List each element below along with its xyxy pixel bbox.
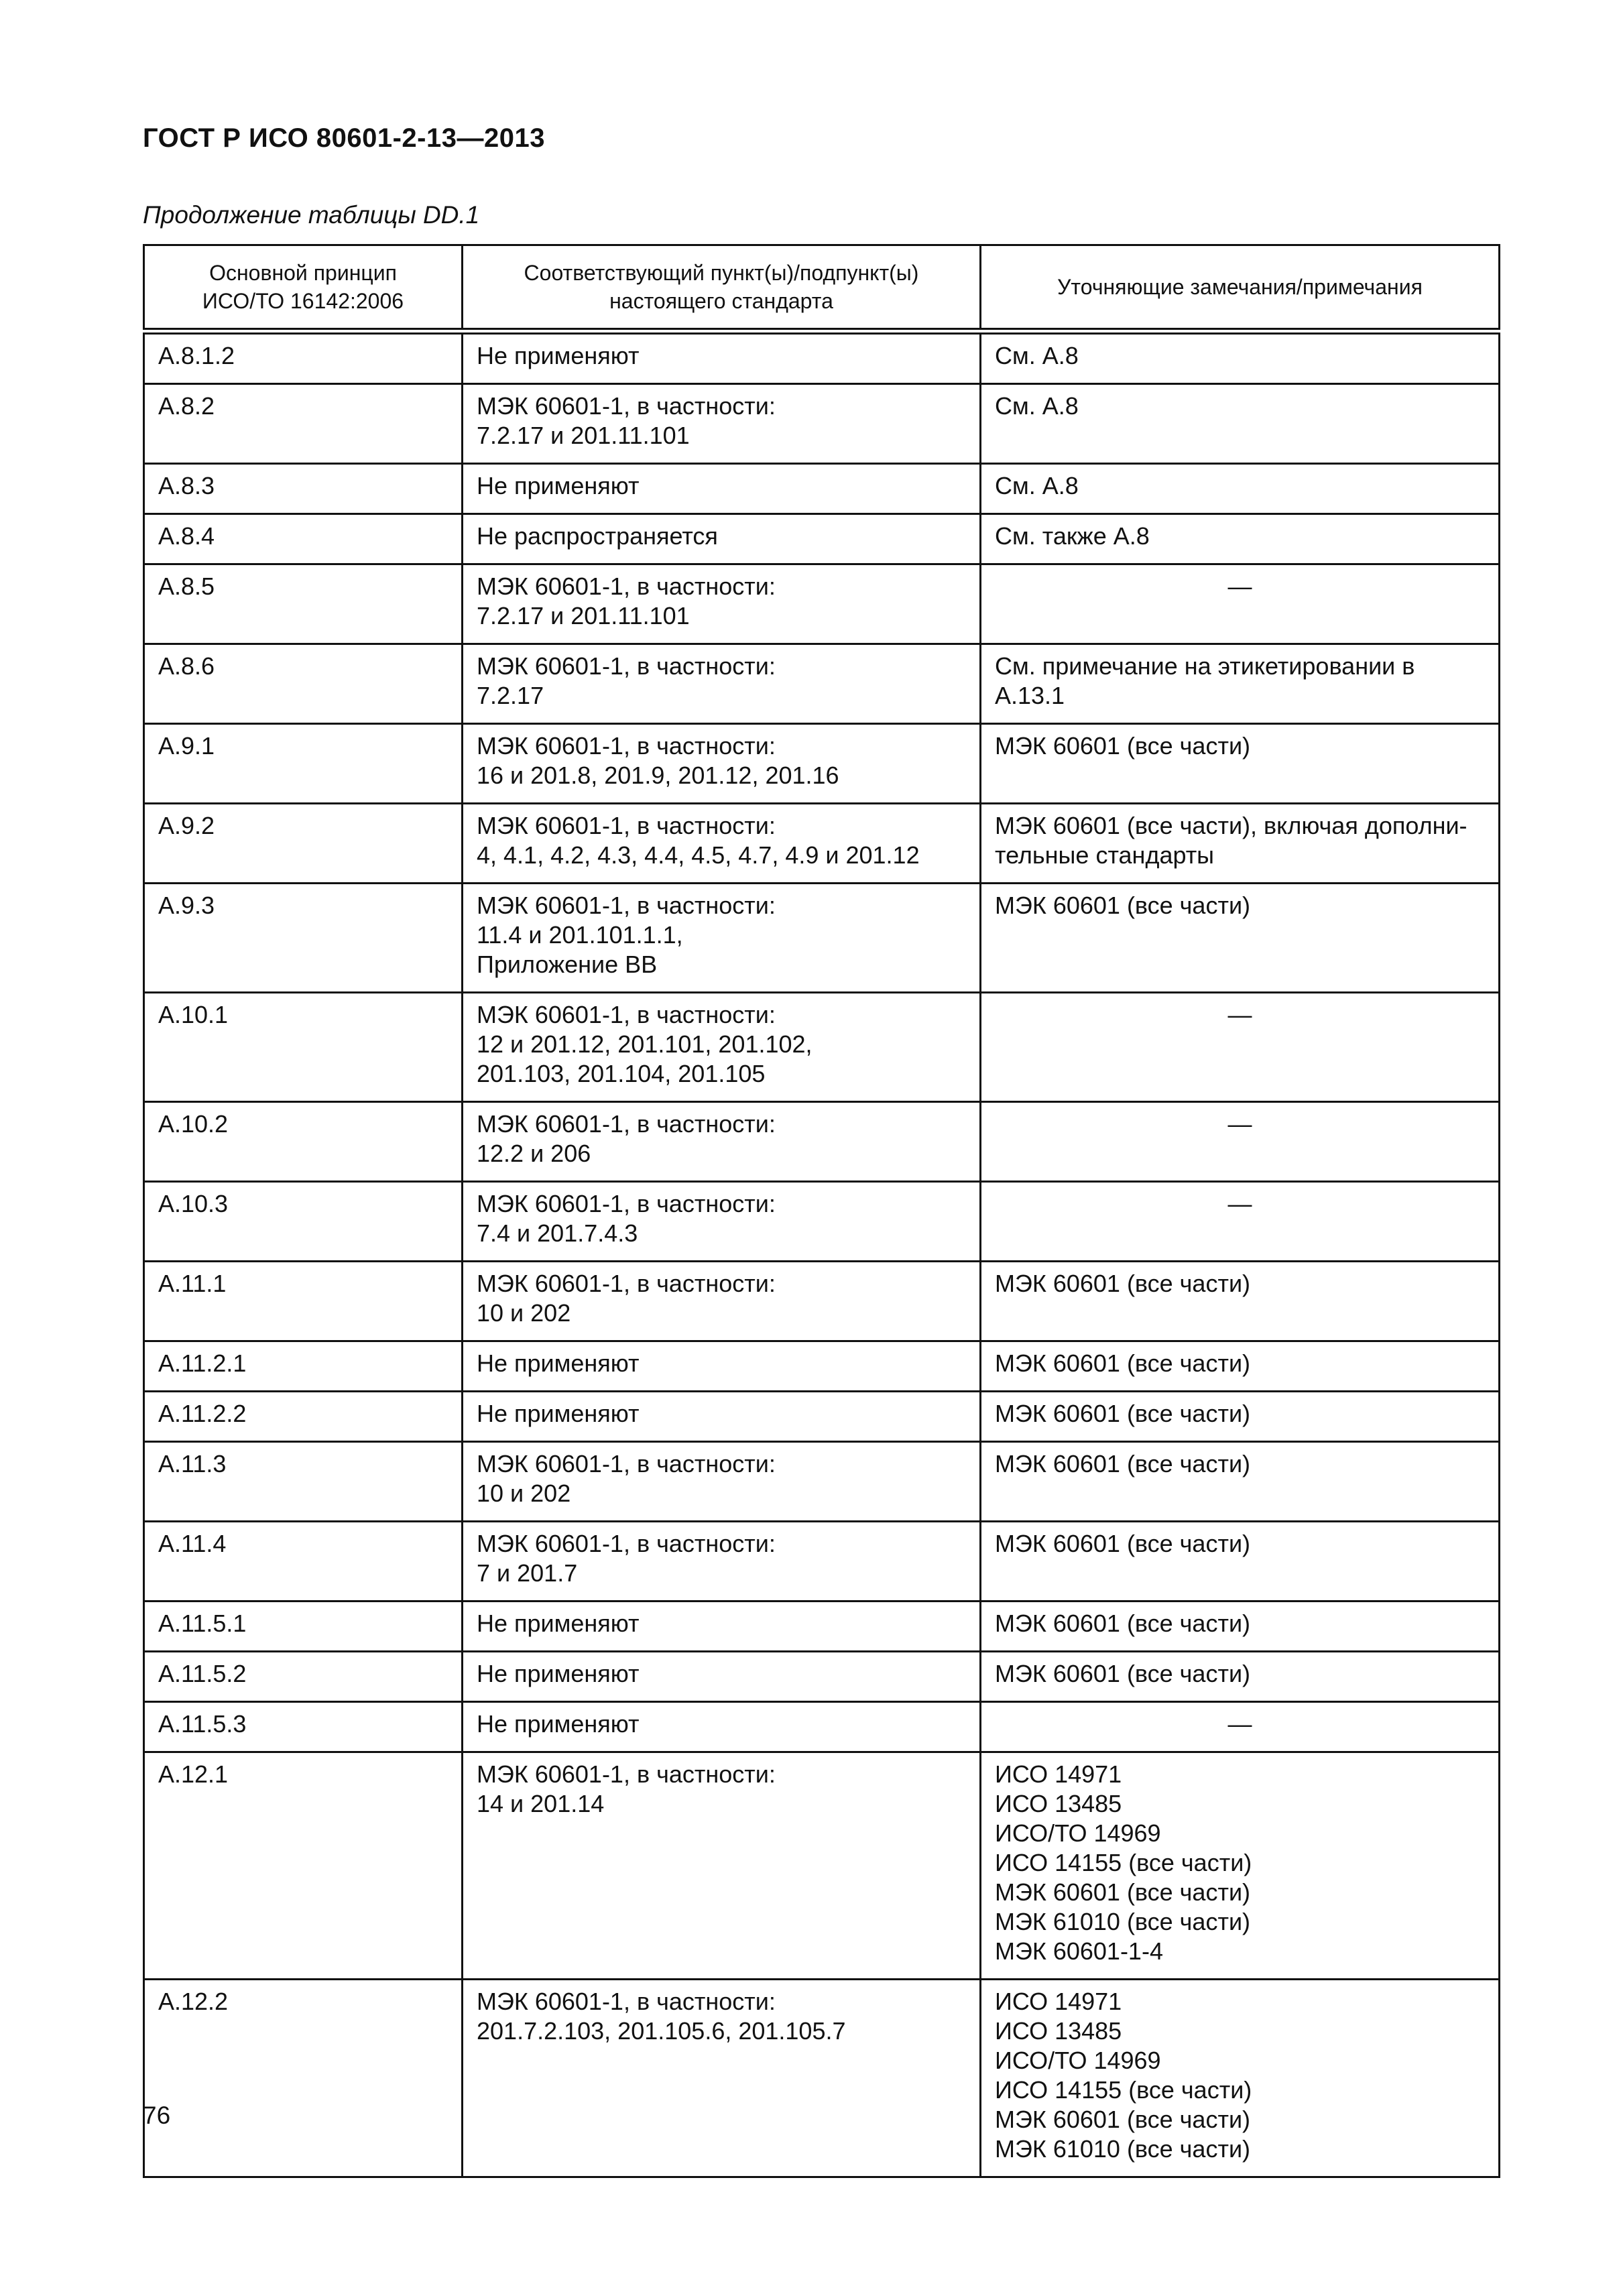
cell-remarks xyxy=(981,884,1500,993)
cell-text: A.11.1 xyxy=(158,1270,227,1297)
cell-principle xyxy=(144,1102,463,1182)
cell-remarks xyxy=(981,1182,1500,1262)
cell-remarks xyxy=(981,564,1500,644)
cell-text: ИСО 14971 xyxy=(995,1988,1122,2015)
cell-remarks xyxy=(981,1341,1500,1392)
cell-principle xyxy=(144,514,463,564)
cell-remarks xyxy=(981,644,1500,724)
cell-remarks xyxy=(981,1102,1500,1182)
cell-text: A.11.5.3 xyxy=(158,1710,247,1738)
cell-text: A.12.1 xyxy=(158,1760,229,1788)
cell-text: МЭК 60601-1, в частности: xyxy=(477,392,776,420)
table-row xyxy=(144,1980,1500,2177)
cell-remarks xyxy=(981,724,1500,804)
header-line: настоящего стандарта xyxy=(609,289,833,313)
cell-text: 7.2.17 xyxy=(477,682,544,709)
cell-text: — xyxy=(1227,1001,1252,1028)
page-number: 76 xyxy=(143,2102,171,2129)
cell-principle xyxy=(144,1262,463,1341)
table-row xyxy=(144,1522,1500,1602)
table-row xyxy=(144,724,1500,804)
header-row xyxy=(144,245,1500,332)
cell-text: МЭК 60601 (все части) xyxy=(995,1660,1251,1687)
cell-text: МЭК 60601-1, в частности: xyxy=(477,1450,776,1477)
cell-text: 16 и 201.8, 201.9, 201.12, 201.16 xyxy=(477,762,839,789)
cell-text: МЭК 60601 (все части) xyxy=(995,1610,1251,1637)
table-row xyxy=(144,1102,1500,1182)
cell-text: A.11.2.1 xyxy=(158,1349,247,1377)
cell-remarks xyxy=(981,1522,1500,1602)
cell-text: A.11.4 xyxy=(158,1530,227,1557)
cell-text: A.9.3 xyxy=(158,892,215,919)
cell-clauses xyxy=(463,1980,981,2177)
cell-remarks xyxy=(981,1442,1500,1522)
table-row xyxy=(144,1341,1500,1392)
cell-text: A.8.6 xyxy=(158,652,215,680)
cell-text: МЭК 61010 (все части) xyxy=(995,1908,1251,1935)
cell-principle xyxy=(144,331,463,384)
cell-principle xyxy=(144,1341,463,1392)
cell-text: См. А.8 xyxy=(995,392,1079,420)
cell-text: МЭК 60601 (все части) xyxy=(995,892,1251,919)
cell-text: 7.2.17 и 201.11.101 xyxy=(477,422,690,449)
cell-text: Не применяют xyxy=(477,1349,640,1377)
cell-text: МЭК 60601-1, в частности: xyxy=(477,732,776,760)
cell-text: МЭК 60601-1, в частности: xyxy=(477,652,776,680)
header-line: Основной принцип xyxy=(209,261,397,285)
cell-clauses xyxy=(463,644,981,724)
cell-principle xyxy=(144,1752,463,1980)
table-row xyxy=(144,804,1500,884)
table-body xyxy=(144,331,1500,2177)
cell-clauses xyxy=(463,1182,981,1262)
cell-clauses xyxy=(463,1341,981,1392)
cell-text: МЭК 60601 (все части) xyxy=(995,1349,1251,1377)
cell-principle xyxy=(144,1182,463,1262)
table-row xyxy=(144,1752,1500,1980)
cell-text: 201.103, 201.104, 201.105 xyxy=(477,1060,766,1087)
cell-text: ИСО 14155 (все части) xyxy=(995,2076,1252,2104)
cell-clauses xyxy=(463,464,981,514)
cell-text: A.9.2 xyxy=(158,812,215,839)
cell-text: Не применяют xyxy=(477,1610,640,1637)
cell-text: МЭК 60601-1-4 xyxy=(995,1937,1163,1965)
requirements-table xyxy=(143,244,1500,2178)
cell-principle xyxy=(144,993,463,1102)
cell-text: A.12.2 xyxy=(158,1988,229,2015)
table-row xyxy=(144,1262,1500,1341)
cell-text: Не применяют xyxy=(477,472,640,499)
table-row xyxy=(144,331,1500,384)
cell-clauses xyxy=(463,1752,981,1980)
table-row xyxy=(144,464,1500,514)
cell-clauses xyxy=(463,724,981,804)
cell-text: МЭК 60601 (все части) xyxy=(995,1530,1251,1557)
cell-text: МЭК 60601-1, в частности: xyxy=(477,892,776,919)
cell-text: МЭК 60601-1, в частности: xyxy=(477,1001,776,1028)
cell-remarks xyxy=(981,331,1500,384)
cell-text: См. А.8 xyxy=(995,342,1079,369)
cell-text: — xyxy=(1227,1110,1252,1138)
cell-text: 4, 4.1, 4.2, 4.3, 4.4, 4.5, 4.7, 4.9 и 201.12 xyxy=(477,841,920,869)
cell-clauses xyxy=(463,804,981,884)
table-caption: Продолжение таблицы DD.1 xyxy=(143,201,480,229)
cell-remarks xyxy=(981,804,1500,884)
cell-text: 10 и 202 xyxy=(477,1479,571,1507)
cell-text: 12.2 и 206 xyxy=(477,1140,591,1167)
cell-principle xyxy=(144,1602,463,1652)
cell-text: МЭК 60601-1, в частности: xyxy=(477,812,776,839)
table-row xyxy=(144,384,1500,464)
cell-text: ИСО 14155 (все части) xyxy=(995,1849,1252,1876)
cell-text: Приложение BB xyxy=(477,951,658,978)
cell-clauses xyxy=(463,1262,981,1341)
cell-text: A.10.2 xyxy=(158,1110,229,1138)
cell-text: МЭК 60601-1, в частности: xyxy=(477,1110,776,1138)
cell-text: 7.4 и 201.7.4.3 xyxy=(477,1219,638,1247)
cell-text: А.13.1 xyxy=(995,682,1065,709)
cell-remarks xyxy=(981,1702,1500,1752)
cell-text: 14 и 201.14 xyxy=(477,1790,605,1817)
cell-text: МЭК 60601 (все части) xyxy=(995,1450,1251,1477)
cell-principle xyxy=(144,1702,463,1752)
cell-text: МЭК 60601 (все части) xyxy=(995,732,1251,760)
table-row xyxy=(144,1442,1500,1522)
cell-text: ИСО 13485 xyxy=(995,1790,1122,1817)
cell-text: A.10.1 xyxy=(158,1001,229,1028)
cell-principle xyxy=(144,1522,463,1602)
cell-text: Не применяют xyxy=(477,342,640,369)
cell-clauses xyxy=(463,514,981,564)
document-code: ГОСТ Р ИСО 80601-2-13—2013 xyxy=(143,123,545,153)
cell-text: A.9.1 xyxy=(158,732,215,760)
cell-clauses xyxy=(463,884,981,993)
cell-text: См. А.8 xyxy=(995,472,1079,499)
cell-clauses xyxy=(463,384,981,464)
table-row xyxy=(144,1392,1500,1442)
cell-text: A.8.5 xyxy=(158,572,215,600)
cell-clauses xyxy=(463,1392,981,1442)
header-principle xyxy=(144,245,463,332)
cell-remarks xyxy=(981,464,1500,514)
cell-remarks xyxy=(981,1752,1500,1980)
cell-clauses xyxy=(463,331,981,384)
cell-text: 7 и 201.7 xyxy=(477,1559,578,1587)
cell-text: МЭК 60601-1, в частности: xyxy=(477,572,776,600)
cell-principle xyxy=(144,1442,463,1522)
cell-text: МЭК 60601 (все части) xyxy=(995,2106,1251,2133)
cell-text: A.10.3 xyxy=(158,1190,229,1217)
table-row xyxy=(144,644,1500,724)
cell-text: — xyxy=(1227,1190,1252,1217)
cell-text: МЭК 60601 (все части) xyxy=(995,1878,1251,1906)
cell-principle xyxy=(144,724,463,804)
cell-text: ИСО 14971 xyxy=(995,1760,1122,1788)
cell-clauses xyxy=(463,1522,981,1602)
cell-text: См. также А.8 xyxy=(995,522,1150,550)
cell-principle xyxy=(144,804,463,884)
cell-text: A.8.4 xyxy=(158,522,215,550)
cell-clauses xyxy=(463,1702,981,1752)
cell-principle xyxy=(144,464,463,514)
cell-text: 12 и 201.12, 201.101, 201.102, xyxy=(477,1030,813,1058)
cell-principle xyxy=(144,384,463,464)
table-row xyxy=(144,1602,1500,1652)
cell-clauses xyxy=(463,993,981,1102)
cell-text: A.11.3 xyxy=(158,1450,227,1477)
cell-principle xyxy=(144,1980,463,2177)
cell-text: A.8.2 xyxy=(158,392,215,420)
cell-remarks xyxy=(981,1652,1500,1702)
cell-text: МЭК 60601-1, в частности: xyxy=(477,1190,776,1217)
cell-remarks xyxy=(981,514,1500,564)
cell-text: тельные стандарты xyxy=(995,841,1215,869)
cell-text: ИСО 13485 xyxy=(995,2017,1122,2045)
cell-text: — xyxy=(1227,572,1252,600)
cell-principle xyxy=(144,884,463,993)
cell-text: — xyxy=(1227,1710,1252,1738)
cell-clauses xyxy=(463,1602,981,1652)
cell-clauses xyxy=(463,1102,981,1182)
cell-text: 201.7.2.103, 201.105.6, 201.105.7 xyxy=(477,2017,846,2045)
cell-text: МЭК 60601-1, в частности: xyxy=(477,1760,776,1788)
cell-clauses xyxy=(463,1442,981,1522)
cell-text: A.11.5.2 xyxy=(158,1660,247,1687)
table-row xyxy=(144,514,1500,564)
cell-text: A.8.3 xyxy=(158,472,215,499)
header-line: Уточняющие замечания/примечания xyxy=(1057,275,1423,299)
table-row xyxy=(144,1702,1500,1752)
cell-remarks xyxy=(981,1262,1500,1341)
cell-text: См. примечание на этикетировании в xyxy=(995,652,1415,680)
cell-principle xyxy=(144,1652,463,1702)
cell-text: 7.2.17 и 201.11.101 xyxy=(477,602,690,629)
cell-clauses xyxy=(463,564,981,644)
cell-text: 10 и 202 xyxy=(477,1299,571,1327)
table-row xyxy=(144,1182,1500,1262)
cell-text: 11.4 и 201.101.1.1, xyxy=(477,921,683,949)
cell-text: A.11.2.2 xyxy=(158,1400,247,1427)
table-header xyxy=(144,245,1500,332)
table-row xyxy=(144,993,1500,1102)
cell-text: МЭК 60601-1, в частности: xyxy=(477,1530,776,1557)
cell-principle xyxy=(144,1392,463,1442)
cell-text: МЭК 60601 (все части), включая дополни- xyxy=(995,812,1467,839)
cell-text: Не распространяется xyxy=(477,522,718,550)
cell-text: МЭК 60601 (все части) xyxy=(995,1400,1251,1427)
cell-text: ИСО/ТО 14969 xyxy=(995,1819,1161,1847)
cell-remarks xyxy=(981,1980,1500,2177)
cell-text: A.8.1.2 xyxy=(158,342,235,369)
cell-text: A.11.5.1 xyxy=(158,1610,247,1637)
table-row xyxy=(144,884,1500,993)
cell-text: МЭК 61010 (все части) xyxy=(995,2135,1251,2163)
cell-clauses xyxy=(463,1652,981,1702)
cell-text: МЭК 60601 (все части) xyxy=(995,1270,1251,1297)
cell-remarks xyxy=(981,384,1500,464)
cell-remarks xyxy=(981,1602,1500,1652)
header-clauses xyxy=(463,245,981,332)
header-line: Соответствующий пункт(ы)/подпункт(ы) xyxy=(524,261,919,285)
cell-principle xyxy=(144,564,463,644)
cell-remarks xyxy=(981,1392,1500,1442)
cell-remarks xyxy=(981,993,1500,1102)
header-line: ИСО/ТО 16142:2006 xyxy=(202,289,404,313)
cell-principle xyxy=(144,644,463,724)
cell-text: МЭК 60601-1, в частности: xyxy=(477,1270,776,1297)
table-row xyxy=(144,564,1500,644)
cell-text: Не применяют xyxy=(477,1400,640,1427)
cell-text: Не применяют xyxy=(477,1710,640,1738)
header-remarks xyxy=(981,245,1500,332)
cell-text: Не применяют xyxy=(477,1660,640,1687)
cell-text: ИСО/ТО 14969 xyxy=(995,2047,1161,2074)
table-row xyxy=(144,1652,1500,1702)
cell-text: МЭК 60601-1, в частности: xyxy=(477,1988,776,2015)
